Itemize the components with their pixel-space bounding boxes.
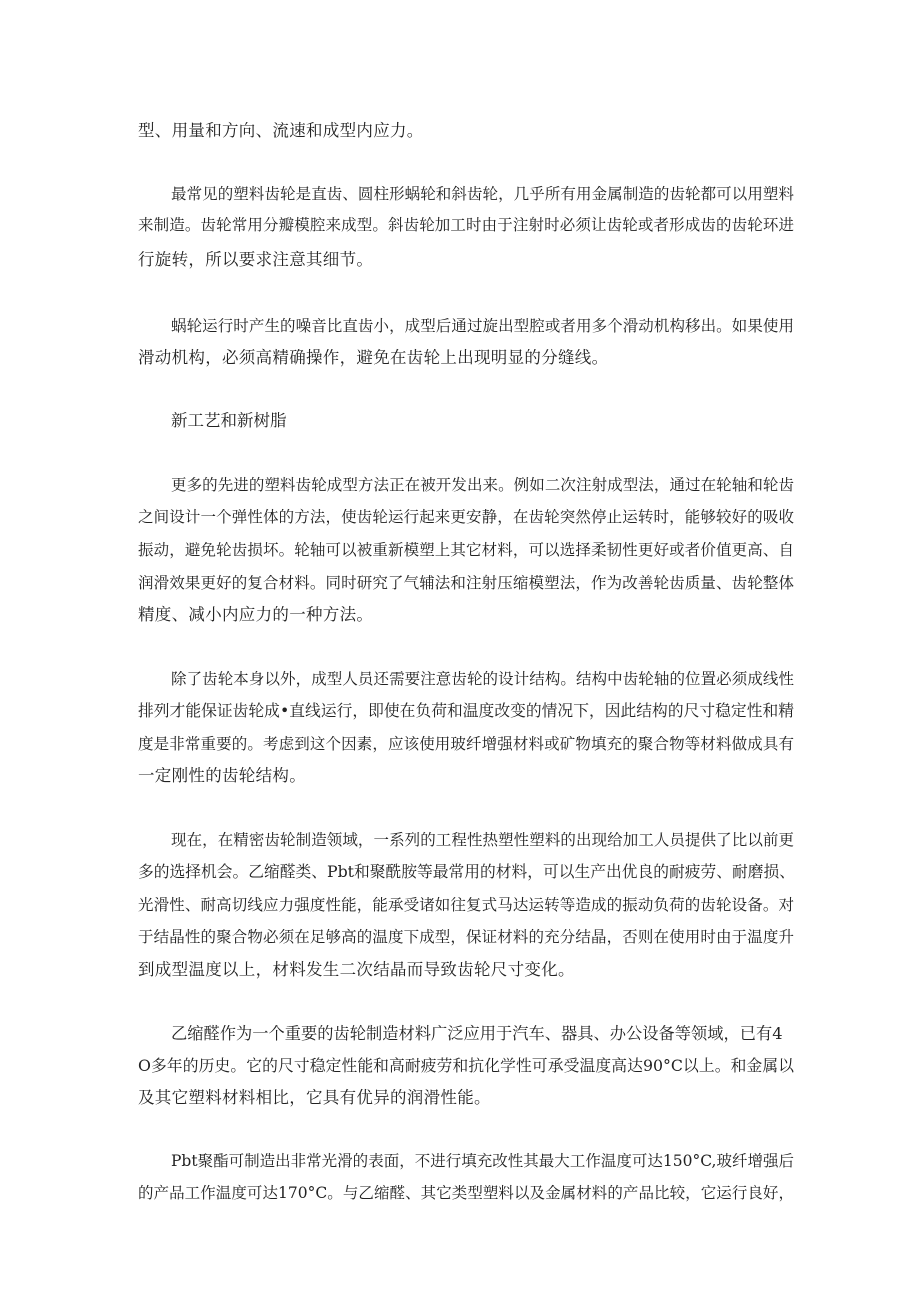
paragraph-line: 来制造。齿轮常用分瓣模腔来成型。斜齿轮加工时由于注射时必须让齿轮或者形成齿的齿轮环进 [138,216,794,234]
paragraph-line: 排列才能保证齿轮成•直线运行，即使在负荷和温度改变的情况下，因此结构的尺寸稳定性和精 [138,701,794,720]
paragraph-line: 之间设计一个弹性体的方法，使齿轮运行起来更安静，在齿轮突然停止运转时，能够较好的吸收 [138,508,794,526]
paragraph-line: 到成型温度以上，材料发生二次结晶而导致齿轮尺寸变化。 [138,960,575,979]
paragraph-line: 蜗轮运行时产生的噪音比直齿小，成型后通过旋出型腔或者用多个滑动机构移出。如果使用 [171,317,794,335]
paragraph-line: 型、用量和方向、流速和成型内应力。 [138,121,424,140]
paragraph-line: 除了齿轮本身以外，成型人员还需要注意齿轮的设计结构。结构中齿轮轴的位置必须成线性 [171,670,794,688]
paragraph-line: 滑动机构，必须高精确操作，避免在齿轮上出现明显的分缝线。 [138,348,609,367]
paragraph-line: 行旋转，所以要求注意其细节。 [138,250,374,269]
paragraph-line: 更多的先进的塑料齿轮成型方法正在被开发出来。例如二次注射成型法，通过在轮轴和轮齿 [171,476,794,494]
paragraph-line: 及其它塑料材料相比，它具有优异的润滑性能。 [138,1088,491,1107]
paragraph-line: Pbt聚酯可制造出非常光滑的表面，不进行填充改性其最大工作温度可达150°C,玻纤增强后 [171,1152,794,1170]
paragraph-line: 的产品工作温度可达170°C。与乙缩醛、其它类型塑料以及金属材料的产品比较，它运行良好， [138,1184,794,1202]
paragraph-line: O多年的历史。它的尺寸稳定性能和高耐疲劳和抗化学性可承受温度高达90°C以上。和金属以 [138,1056,794,1075]
paragraph-line: 乙缩醛作为一个重要的齿轮制造材料广泛应用于汽车、器具、办公设备等领域，已有4 [171,1024,783,1043]
paragraph-line: 光滑性、耐高切线应力强度性能，能承受诸如往复式马达运转等造成的振动负荷的齿轮设备。对 [138,896,794,914]
paragraph-line: 现在，在精密齿轮制造领域，一系列的工程性热塑性塑料的出现给加工人员提供了比以前更 [171,831,794,849]
paragraph-line: 于结晶性的聚合物必须在足够高的温度下成型，保证材料的充分结晶，否则在使用时由于温度升 [138,928,794,946]
paragraph-line: 精度、减小内应力的一种方法。 [138,605,374,624]
section-heading: 新工艺和新树脂 [171,411,287,430]
paragraph-line: 润滑效果更好的复合材料。同时研究了气辅法和注射压缩模塑法，作为改善轮齿质量、齿轮整体 [138,574,794,592]
paragraph-line: 多的选择机会。乙缩醛类、Pbt和聚酰胺等最常用的材料，可以生产出优良的耐疲劳、耐磨损、 [138,862,796,881]
paragraph-line: 最常见的塑料齿轮是直齿、圆柱形蜗轮和斜齿轮，几乎所有用金属制造的齿轮都可以用塑料 [171,185,794,203]
paragraph-line: 一定刚性的齿轮结构。 [138,766,306,785]
paragraph-line: 振动，避免轮齿损坏。轮轴可以被重新模塑上其它材料，可以选择柔韧性更好或者价值更高、自 [138,541,794,559]
paragraph-line: 度是非常重要的。考虑到这个因素，应该使用玻纤增强材料或矿物填充的聚合物等材料做成具有 [138,735,794,753]
